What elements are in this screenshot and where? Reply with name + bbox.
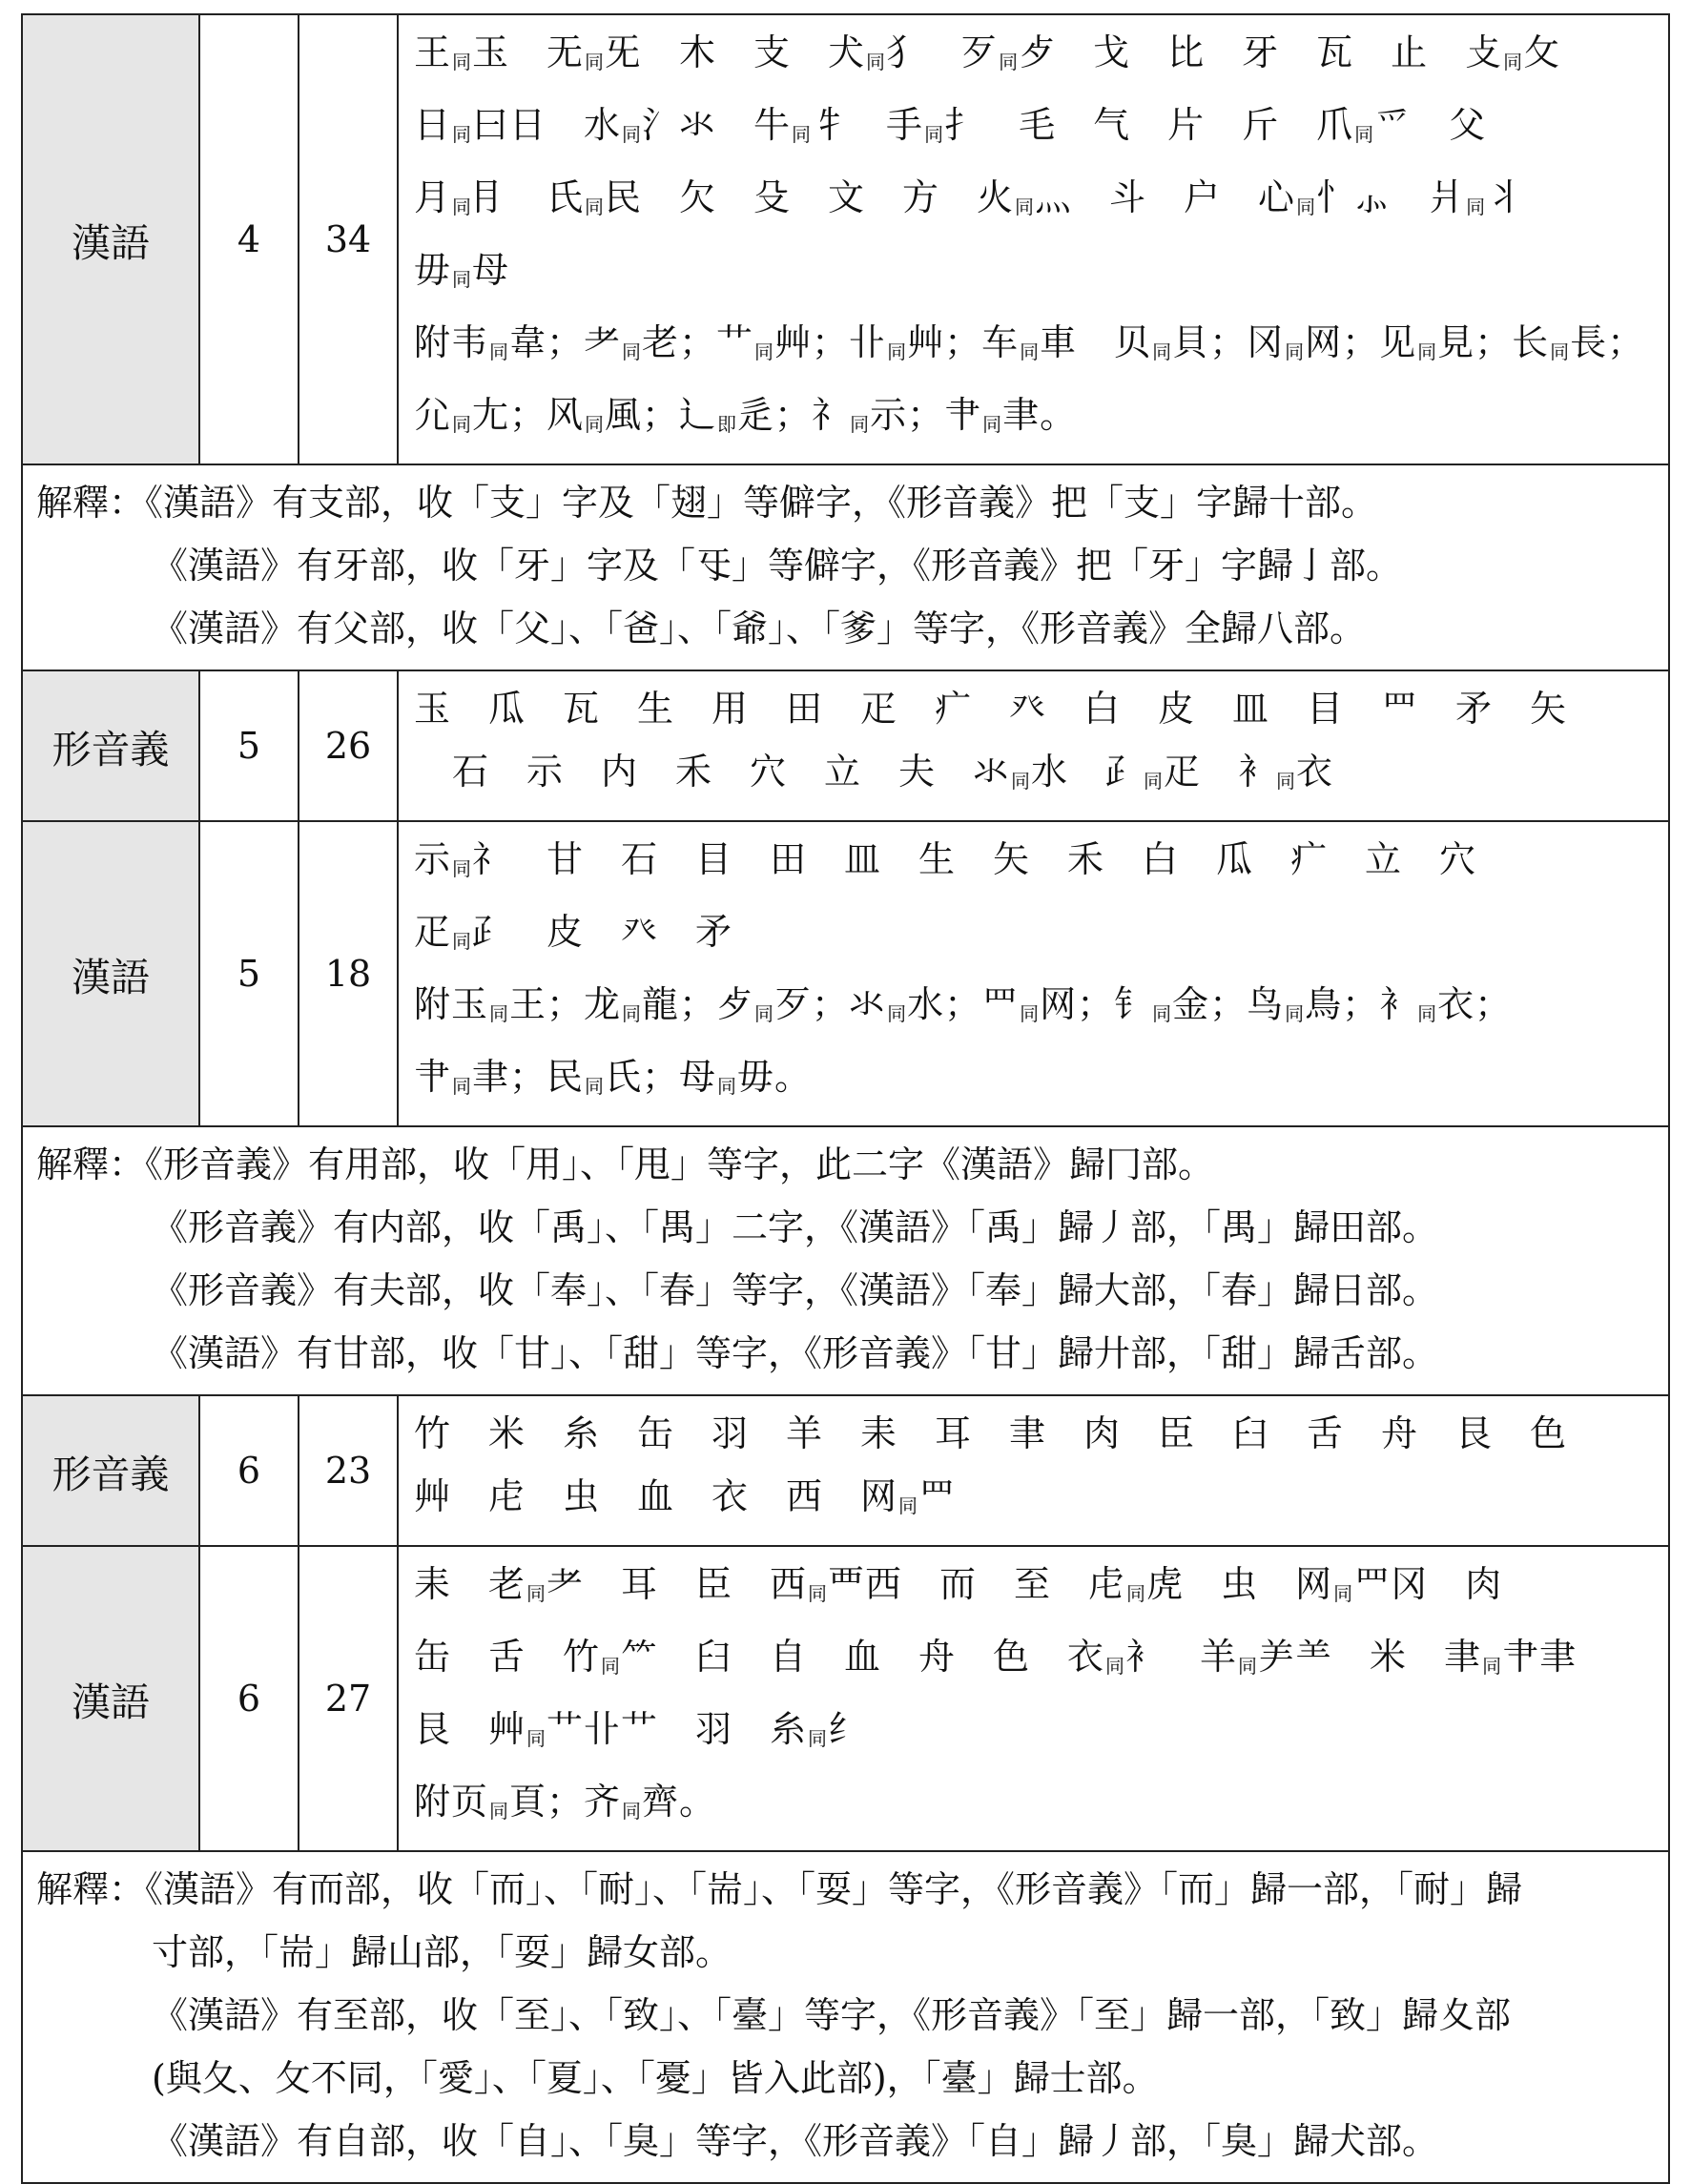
variant-marker: 即 xyxy=(717,413,737,436)
dictionary-name: 形音義 xyxy=(22,1395,199,1546)
explanation-row xyxy=(22,1851,1669,2183)
explanation-line: 《漢語》有至部，收「至」、「致」、「臺」等字，《形音義》「至」歸一部，「致」歸夊部 xyxy=(152,1994,1512,2036)
variant-marker: 同 xyxy=(754,340,774,363)
variant-marker: 同 xyxy=(585,413,605,436)
radical-line: 竹 米 糸 缶 羽 羊 耒 耳 聿 肉 臣 臼 舌 舟 艮 色 xyxy=(414,1412,1568,1454)
explanation-line: 《漢語》有自部，收「自」、「臭」等字，《形音義》「自」歸丿部，「臭」歸犬部。 xyxy=(152,2120,1439,2162)
radical-line: 艮 艸$_同$艹卝艹 羽 糸$_同$纟 xyxy=(414,1708,866,1750)
explanation-line: (與夂、攵不同，「愛」、「夏」、「憂」皆入此部)，「臺」歸士部。 xyxy=(152,2057,1159,2099)
variant-marker: 同 xyxy=(622,1002,642,1025)
variant-marker: 同 xyxy=(866,51,886,73)
radical-list xyxy=(398,14,1669,464)
radical-line: 肀$_同$聿；民$_同$氏；母$_同$毋。 xyxy=(414,1056,813,1098)
variant-marker: 同 xyxy=(924,123,944,146)
variant-marker: 同 xyxy=(452,268,472,291)
radical-line: 玉 瓜 瓦 生 用 田 疋 疒 癶 白 皮 皿 目 罒 矛 矢 xyxy=(414,688,1568,730)
variant-marker: 同 xyxy=(452,930,472,953)
variant-marker: 同 xyxy=(792,123,812,146)
radical-line: 附韦$_同$韋；耂$_同$老；艹$_同$艸；卝$_同$艸；车$_同$車 贝$_同$貝；冈$_同$网；见$_同$見；长$_同$長； xyxy=(414,321,1645,363)
variant-marker: 同 xyxy=(1020,1002,1040,1025)
variant-marker: 同 xyxy=(999,51,1019,73)
radical-list xyxy=(398,821,1669,1126)
variant-marker: 同 xyxy=(601,1655,621,1678)
section-row xyxy=(22,670,1669,821)
radical-count: 26 xyxy=(299,670,398,821)
variant-marker: 同 xyxy=(585,51,605,73)
variant-marker: 同 xyxy=(585,196,605,218)
variant-marker: 同 xyxy=(717,1075,737,1098)
variant-marker: 同 xyxy=(1466,196,1486,218)
variant-marker: 同 xyxy=(754,1002,774,1025)
radical-line: 月$_同$⺝ 氏$_同$民 欠 殳 文 方 火$_同$灬 斗 户 心$_同$忄⺗ 爿$_同$丬 xyxy=(414,176,1524,218)
radical-line: 艸 虍 虫 血 衣 西 网$_同$罒 xyxy=(414,1475,957,1517)
variant-marker: 同 xyxy=(1144,770,1164,793)
radical-line: 王$_同$玉 无$_同$旡 木 支 犬$_同$犭 歹$_同$歺 戈 比 牙 瓦 止 攴$_同$攵 xyxy=(414,31,1561,73)
radical-count: 27 xyxy=(299,1546,398,1851)
variant-marker: 同 xyxy=(1482,1655,1502,1678)
explanation-line: 解釋：《漢語》有而部，收「而」、「耐」、「耑」、「耍」等字，《形音義》「而」歸一部，「耐」歸 xyxy=(36,1868,1523,1910)
variant-marker: 同 xyxy=(1152,340,1172,363)
variant-marker: 同 xyxy=(808,1727,828,1750)
variant-marker: 同 xyxy=(1503,51,1523,73)
variant-marker: 同 xyxy=(1417,340,1437,363)
variant-marker: 同 xyxy=(622,123,642,146)
variant-marker: 同 xyxy=(1333,1582,1353,1605)
explanation-note xyxy=(22,1126,1669,1395)
radical-line: 石 示 内 禾 穴 立 夫 氺$_同$水 ⺪$_同$疋 衤$_同$衣 xyxy=(452,751,1334,793)
explanation-row xyxy=(22,1126,1669,1395)
variant-marker: 同 xyxy=(1152,1002,1172,1025)
explanation-line: 《漢語》有父部，收「父」、「爸」、「爺」、「爹」等字，《形音義》全歸八部。 xyxy=(152,608,1367,649)
radical-line: 示$_同$礻 甘 石 目 田 皿 生 矢 禾 白 瓜 疒 立 穴 xyxy=(414,838,1477,880)
variant-marker: 同 xyxy=(622,1800,642,1823)
variant-marker: 同 xyxy=(850,413,870,436)
radical-list xyxy=(398,1546,1669,1851)
explanation-line: 寸部，「耑」歸山部，「耍」歸女部。 xyxy=(152,1931,732,1973)
variant-marker: 同 xyxy=(1238,1655,1258,1678)
stroke-count: 4 xyxy=(199,14,299,464)
explanation-note xyxy=(22,1851,1669,2183)
variant-marker: 同 xyxy=(585,1075,605,1098)
variant-marker: 同 xyxy=(808,1582,828,1605)
variant-marker: 同 xyxy=(489,1002,509,1025)
variant-marker: 同 xyxy=(898,1494,918,1517)
variant-marker: 同 xyxy=(1285,340,1305,363)
section-row xyxy=(22,1546,1669,1851)
section-row xyxy=(22,14,1669,464)
variant-marker: 同 xyxy=(452,413,472,436)
explanation-line: 解釋：《形音義》有用部，收「用」、「甩」等字，此二字《漢語》歸冂部。 xyxy=(36,1144,1215,1185)
radical-line: 耒 老$_同$耂 耳 臣 西$_同$覀西 而 至 虍$_同$虎 虫 网$_同$罒冈 肉 xyxy=(414,1563,1503,1605)
variant-marker: 同 xyxy=(1296,196,1316,218)
variant-marker: 同 xyxy=(1011,770,1031,793)
radical-list xyxy=(398,1395,1669,1546)
variant-marker: 同 xyxy=(526,1582,546,1605)
explanation-line: 《形音義》有内部，收「禹」、「禺」二字，《漢語》「禹」歸丿部，「禺」歸田部。 xyxy=(152,1206,1439,1248)
variant-marker: 同 xyxy=(452,123,472,146)
dictionary-name: 漢語 xyxy=(22,14,199,464)
radical-count: 18 xyxy=(299,821,398,1126)
explanation-line: 《漢語》有牙部，收「牙」字及「㸦」等僻字，《形音義》把「牙」字歸亅部。 xyxy=(152,545,1403,587)
radical-count: 34 xyxy=(299,14,398,464)
variant-marker: 同 xyxy=(1020,340,1040,363)
explanation-line: 解釋：《漢語》有支部，收「支」字及「翅」等僻字，《形音義》把「支」字歸十部。 xyxy=(36,482,1378,524)
variant-marker: 同 xyxy=(452,196,472,218)
variant-marker: 同 xyxy=(526,1727,546,1750)
explanation-line: 《漢語》有甘部，收「甘」、「甜」等字，《形音義》「甘」歸廾部，「甜」歸舌部。 xyxy=(152,1332,1439,1374)
dictionary-name: 形音義 xyxy=(22,670,199,821)
variant-marker: 同 xyxy=(489,340,509,363)
variant-marker: 同 xyxy=(887,1002,907,1025)
stroke-count: 5 xyxy=(199,821,299,1126)
radical-line: 疋$_同$⺪ 皮 癶 矛 xyxy=(414,911,733,953)
variant-marker: 同 xyxy=(489,1800,509,1823)
variant-marker: 同 xyxy=(452,857,472,880)
stroke-count: 6 xyxy=(199,1395,299,1546)
radical-line: 尣$_同$尢；风$_同$風；辶$_即$辵；礻$_同$示；肀$_同$聿。 xyxy=(414,394,1078,436)
radical-count: 23 xyxy=(299,1395,398,1546)
dictionary-name: 漢語 xyxy=(22,821,199,1126)
variant-marker: 同 xyxy=(982,413,1002,436)
stroke-count: 6 xyxy=(199,1546,299,1851)
variant-marker: 同 xyxy=(452,51,472,73)
radical-line: 日$_同$曰日 水$_同$氵氺 牛$_同$牜 手$_同$扌 毛 气 片 斤 爪$_同$爫 父 xyxy=(414,104,1487,146)
radical-line: 缶 舌 竹$_同$⺮ 臼 自 血 舟 色 衣$_同$衤 羊$_同$⺶⺷ 米 聿$_同$肀聿 xyxy=(414,1636,1578,1678)
explanation-line: 《形音義》有夫部，收「奉」、「春」等字，《漢語》「奉」歸大部，「春」歸日部。 xyxy=(152,1269,1439,1311)
radical-line: 附玉$_同$王；龙$_同$龍；歺$_同$歹；氺$_同$水；罒$_同$网；钅$_同$金；鸟$_同$鳥；衤$_同$衣； xyxy=(414,983,1513,1025)
variant-marker: 同 xyxy=(1126,1582,1146,1605)
variant-marker: 同 xyxy=(1285,1002,1305,1025)
radical-comparison-table xyxy=(21,13,1670,2184)
variant-marker: 同 xyxy=(1550,340,1570,363)
variant-marker: 同 xyxy=(622,340,642,363)
radical-line: 附页$_同$頁；齐$_同$齊。 xyxy=(414,1781,717,1823)
stroke-count: 5 xyxy=(199,670,299,821)
variant-marker: 同 xyxy=(887,340,907,363)
dictionary-name: 漢語 xyxy=(22,1546,199,1851)
variant-marker: 同 xyxy=(1276,770,1296,793)
variant-marker: 同 xyxy=(452,1075,472,1098)
section-row xyxy=(22,1395,1669,1546)
variant-marker: 同 xyxy=(1105,1655,1125,1678)
radical-list xyxy=(398,670,1669,821)
radical-line: 毋$_同$母 xyxy=(414,249,510,291)
explanation-row xyxy=(22,464,1669,670)
variant-marker: 同 xyxy=(1015,196,1035,218)
explanation-note xyxy=(22,464,1669,670)
section-row xyxy=(22,821,1669,1126)
variant-marker: 同 xyxy=(1354,123,1374,146)
variant-marker: 同 xyxy=(1417,1002,1437,1025)
